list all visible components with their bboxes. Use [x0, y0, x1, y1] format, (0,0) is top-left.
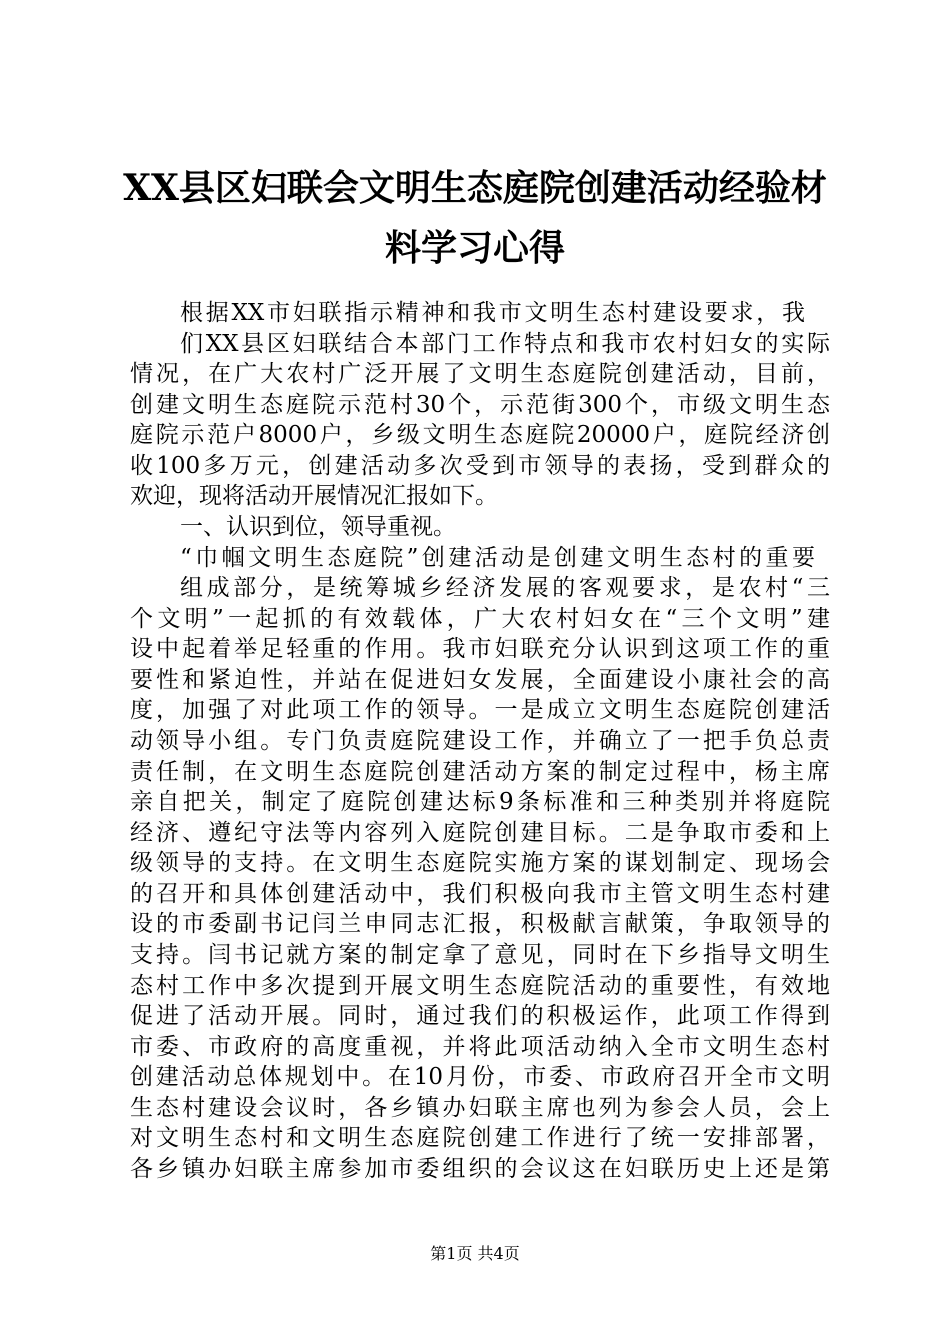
body-line: 情况，在广大农村广泛开展了文明生态庭院创建活动，目前， [130, 361, 830, 387]
body-line: 级领导的支持。在文明生态庭院实施方案的谋划制定、现场会 [130, 850, 830, 876]
body-line: 动领导小组。专门负责庭院建设工作，并确立了一把手负总责 [130, 728, 830, 754]
body-line: 收100多万元，创建活动多次受到市领导的表扬，受到群众的 [130, 453, 830, 479]
body-line: 支持。闫书记就方案的制定拿了意见，同时在下乡指导文明生 [130, 942, 830, 968]
body-line: 促进了活动开展。同时，通过我们的积极运作，此项工作得到 [130, 1003, 830, 1029]
body-line: “巾帼文明生态庭院”创建活动是创建文明生态村的重要 [180, 545, 815, 571]
body-line: 们XX县区妇联结合本部门工作特点和我市农村妇女的实际 [180, 331, 830, 357]
document-title-line-2: 料学习心得 [384, 227, 565, 269]
body-line: 态村工作中多次提到开展文明生态庭院活动的重要性，有效地 [130, 973, 830, 999]
section-heading: 一、认识到位，领导重视。 [180, 514, 456, 540]
body-line: 设的市委副书记闫兰申同志汇报，积极献言献策，争取领导的 [130, 911, 830, 937]
document-title-line-1: XX县区妇联会文明生态庭院创建活动经验材 [123, 167, 827, 209]
body-line: 创建文明生态庭院示范村30个，示范街300个，市级文明生态 [130, 392, 830, 418]
body-line: 设中起着举足轻重的作用。我市妇联充分认识到这项工作的重 [130, 636, 830, 662]
body-line: 组成部分，是统筹城乡经济发展的客观要求，是农村“三 [180, 575, 830, 601]
body-line: 市委、市政府的高度重视，并将此项活动纳入全市文明生态村 [130, 1034, 830, 1060]
body-line: 对文明生态村和文明生态庭院创建工作进行了统一安排部署， [130, 1125, 830, 1151]
body-line: 的召开和具体创建活动中，我们积极向我市主管文明生态村建 [130, 881, 830, 907]
body-line: 亲自把关，制定了庭院创建达标9条标准和三种类别并将庭院 [130, 789, 830, 815]
body-line: 度，加强了对此项工作的领导。一是成立文明生态庭院创建活 [130, 697, 830, 723]
body-line: 要性和紧迫性，并站在促进妇女发展，全面建设小康社会的高 [130, 667, 830, 693]
page-number-footer: 第1页 共4页 [430, 1244, 520, 1263]
body-line: 创建活动总体规划中。在10月份，市委、市政府召开全市文明 [130, 1064, 830, 1090]
body-line: 生态村建设会议时，各乡镇办妇联主席也列为参会人员，会上 [130, 1095, 830, 1121]
body-line: 根据XX市妇联指示精神和我市文明生态村建设要求，我 [180, 300, 805, 326]
body-line: 责任制，在文明生态庭院创建活动方案的制定过程中，杨主席 [130, 759, 830, 785]
body-line: 个文明”一起抓的有效载体，广大农村妇女在“三个文明”建 [130, 606, 830, 632]
body-line: 庭院示范户8000户，乡级文明生态庭院20000户，庭院经济创 [130, 422, 830, 448]
body-line: 各乡镇办妇联主席参加市委组织的会议这在妇联历史上还是第 [130, 1156, 830, 1182]
body-line: 欢迎，现将活动开展情况汇报如下。 [130, 483, 498, 509]
body-line: 经济、遵纪守法等内容列入庭院创建目标。二是争取市委和上 [130, 820, 830, 846]
